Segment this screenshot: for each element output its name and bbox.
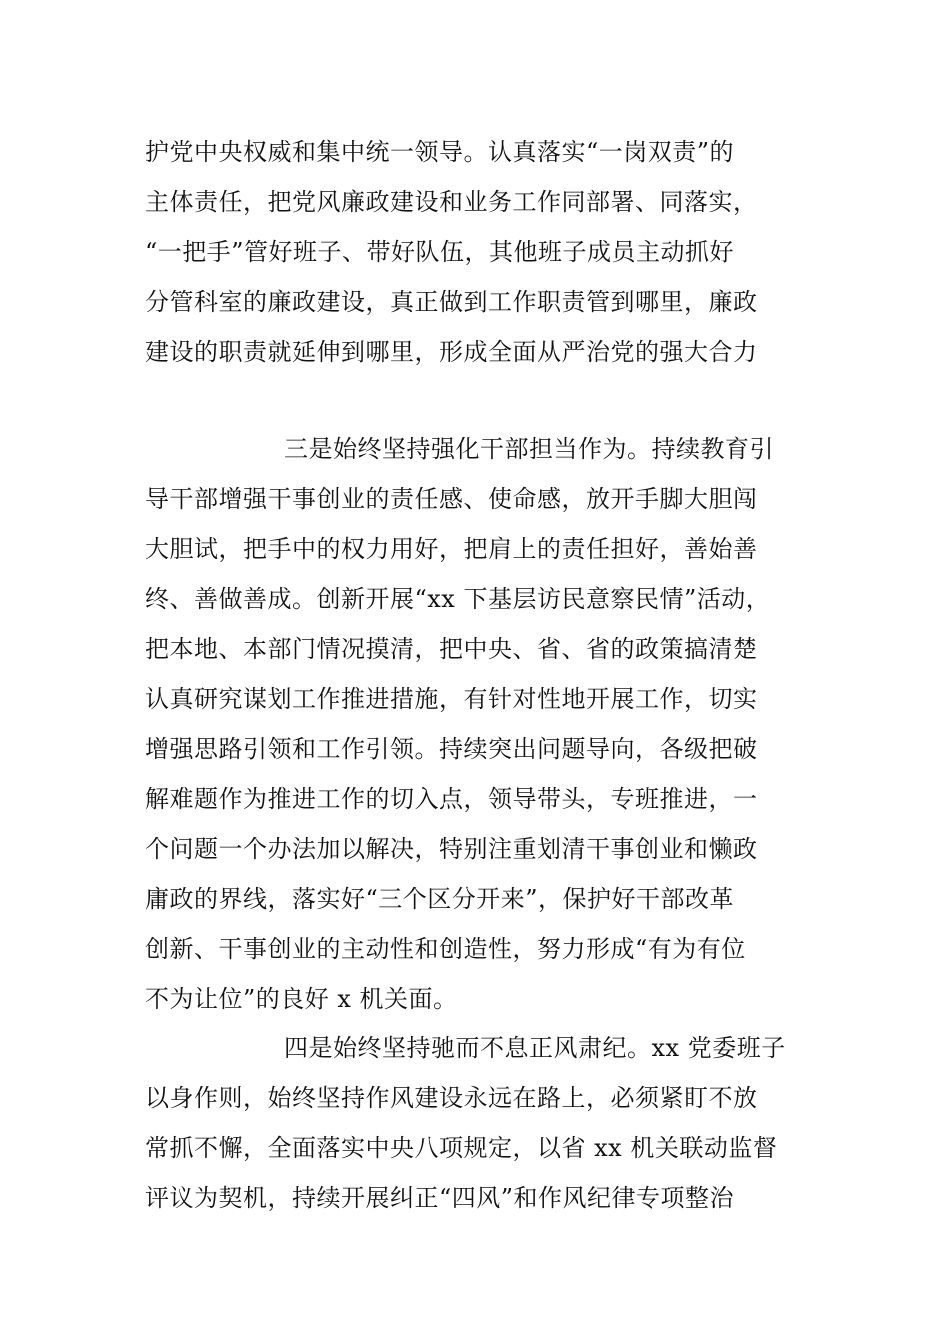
- paragraph-line: 常抓不懈，全面落实中央八项规定，以省 xx 机关联动监督: [145, 1134, 778, 1162]
- paragraph-line: 庸政的界线，落实好“三个区分开来”，保护好干部改革: [145, 885, 735, 913]
- paragraph-line: 护党中央权威和集中统一领导。认真落实“一岗双责”的: [145, 138, 735, 166]
- paragraph-line: 认真研究谋划工作推进措施，有针对性地开展工作，切实: [145, 685, 758, 713]
- paragraph-line: 分管科室的廉政建设，真正做到工作职责管到哪里，廉政: [145, 288, 758, 316]
- paragraph-line: 把本地、本部门情况摸清，把中央、省、省的政策搞清楚: [145, 635, 758, 663]
- paragraph-first-line: 四是始终坚持驰而不息正风肃纪。xx 党委班子: [284, 1034, 786, 1062]
- paragraph-line: 评议为契机，持续开展纠正“四风”和作风纪律专项整治: [145, 1184, 735, 1212]
- paragraph-first-line: 三是始终坚持强化干部担当作为。持续教育引: [284, 435, 774, 463]
- paragraph-line: “一把手”管好班子、带好队伍，其他班子成员主动抓好: [145, 238, 735, 266]
- paragraph-line: 不为让位”的良好 x 机关面。: [145, 985, 458, 1013]
- paragraph-line: 以身作则，始终坚持作风建设永远在路上，必须紧盯不放: [145, 1084, 758, 1112]
- paragraph-line: 建设的职责就延伸到哪里，形成全面从严治党的强大合力: [145, 338, 758, 366]
- paragraph-line: 解难题作为推进工作的切入点，领导带头，专班推进，一: [145, 785, 758, 813]
- paragraph-line: 增强思路引领和工作引领。持续突出问题导向，各级把破: [145, 735, 758, 763]
- paragraph-line: 大胆试，把手中的权力用好，把肩上的责任担好，善始善: [145, 535, 758, 563]
- paragraph-line: 终、善做善成。创新开展“xx 下基层访民意察民情”活动，: [145, 585, 771, 613]
- paragraph-line: 个问题一个办法加以解决，特别注重划清干事创业和懒政: [145, 835, 758, 863]
- paragraph-line: 主体责任，把党风廉政建设和业务工作同部署、同落实，: [145, 188, 758, 216]
- paragraph-line: 创新、干事创业的主动性和创造性，努力形成“有为有位: [145, 935, 746, 963]
- paragraph-line: 导干部增强干事创业的责任感、使命感，放开手脚大胆闯: [145, 485, 758, 513]
